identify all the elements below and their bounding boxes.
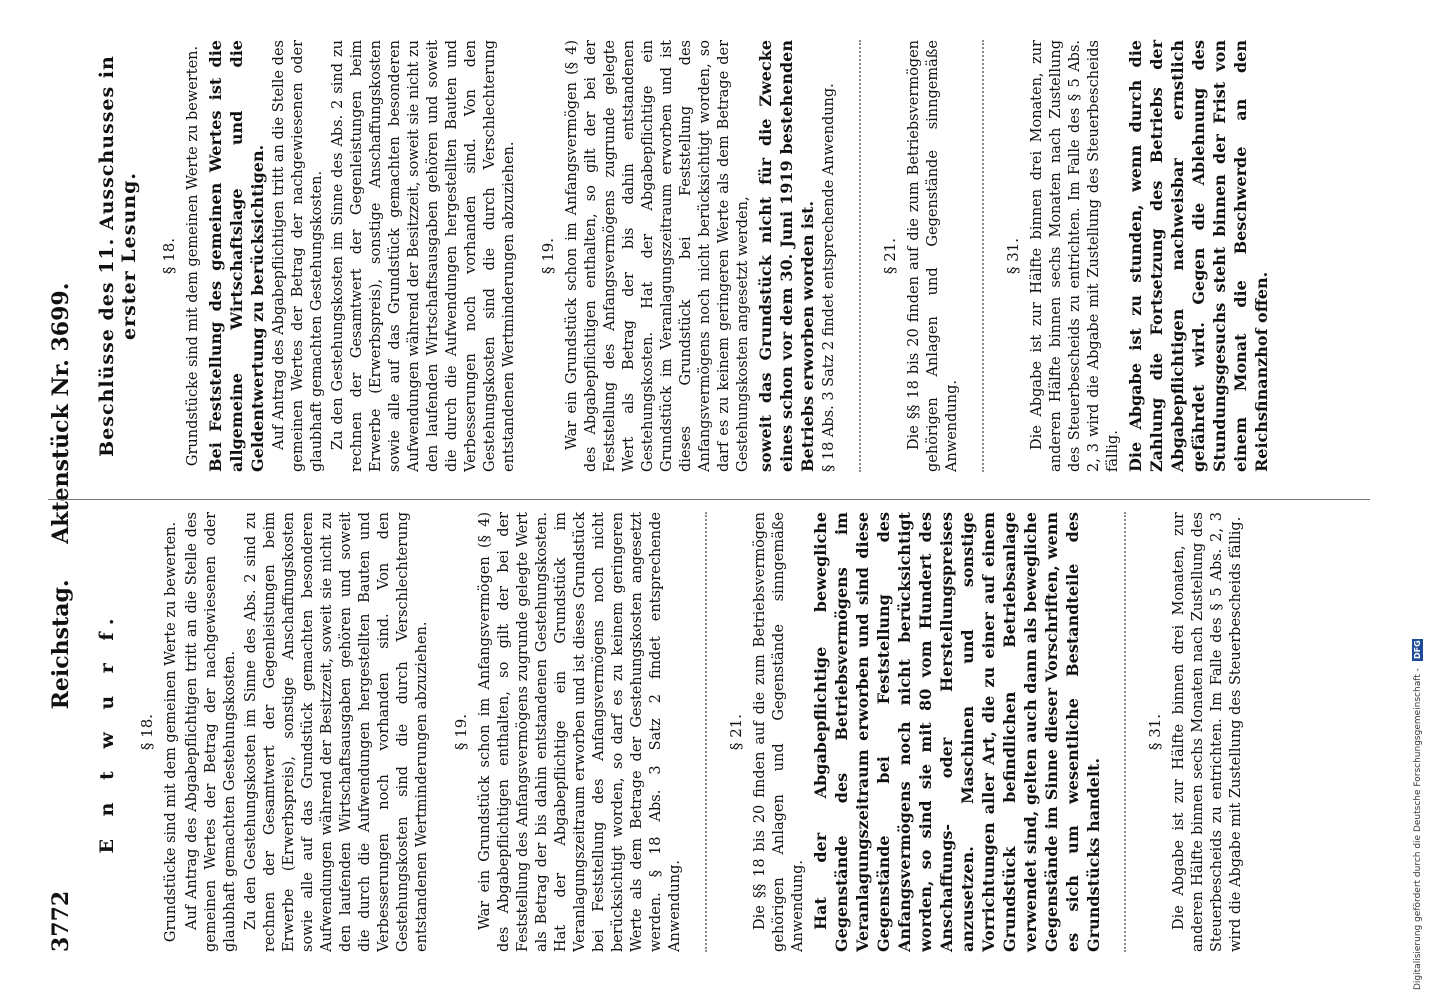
- header-title: [48, 40, 74, 952]
- section-19-tail: § 18 Abs. 3 Satz 2 findet entsprechende Anwendung.: [821, 83, 837, 472]
- section-31-text-1: Die Abgabe ist zur Hälfte binnen drei Monaten, zur anderen Hälfte binnen sechs Monaten nach Zustellung des Steuerbescheids zu entrichten. Im Falle des § 5 Abs. 2, 3 wird die Abgabe mit Zustellung des Steuerbescheids fällig.: [1171, 512, 1244, 952]
- section-19-text-1: War ein Grundstück schon im Anfangsvermögen (§ 4) des Abgabepflichtigen enthalten, so gilt der bei der Feststellung des Anfangsvermögens zugrunde gelegte Wert als Betrag der bis dahin entstandenen Gestehungskosten. Hat der Abgabepflichtige ein Grundstück im Veranlagungszeitraum erworben und ist dieses Grundstück bei Feststellung des Anfangsvermögens noch nicht berücksichtigt worden, so darf es zu keinem geringeren Werte als dem Betrage der Gestehungskosten angesetzt werden. § 18 Abs. 3 Satz 2 findet entsprechende Anwendung.: [477, 512, 683, 952]
- section-19-bold-insert: soweit das Grundstück nicht für die Zwecke eines schon vor dem 30. Juni 1919 bestehenden Betriebs erworben worden ist.: [756, 40, 817, 472]
- section-21-text-1: Die §§ 18 bis 20 finden auf die zum Betriebsvermögen gehörigen Anlagen und Gegenstände sinngemäße Anwendung.: [752, 512, 806, 952]
- column-draft: [96, 496, 1370, 952]
- section-21-text-2: Hat der Abgabepflichtige bewegliche Gegenstände des Betriebsvermögens im Veranlagungszeitraum erworben und sind diese Gegenstände bei Feststellung des Anfangsvermögens noch nicht berücksichtigt worden, so sind sie mit 80 vom Hundert des Anschaffungs- oder Herstellungspreises anzusetzen. Maschinen und sonstige Vorrichtungen aller Art, die zu einer auf einem Grundstück befindlichen Betriebsanlage verwendet sind, gelten auch dann als bewegliche Gegenstände im Sinne dieser Vorschriften, wenn es sich um wesentliche Bestandteile des Grundstücks handelt.: [811, 512, 1103, 952]
- section-heading-21: § 21.: [881, 237, 899, 275]
- section-18-text-3: Zu den Gestehungskosten im Sinne des Abs. 2 sind zu rechnen der Gesamtwert der Gegenleistungen beim Erwerbe (Erwerbspreis), sonstige Anschaffungskosten sowie alle auf das Grundstück gemachten besonderen Aufwendungen während der Besitzzeit, soweit sie nicht zu den laufenden Wirtschaftsausgaben gehören und soweit die durch die Aufwendungen hergestellten Bauten und Verbesserungen noch vorhanden sind. Von den Gestehungskosten sind die durch Verschlechterung entstandenen Wertminderungen abzuziehen.: [243, 512, 430, 952]
- section-19-text-1: War ein Grundstück schon im Anfangsvermögen (§ 4) des Abgabepflichtigen enthalten, so gilt der bei der Feststellung des Anfangsvermögens zugrunde gelegte Wert als Betrag der bis dahin entstandenen Gestehungskosten. Hat der Abgabepflichtige ein Grundstück im Veranlagungszeitraum erworben und ist dieses Grundstück bei Feststellung des Anfangsvermögens noch nicht berücksichtigt worden, so darf es zu keinem geringeren Werte als dem Betrage der Gestehungskosten angesetzt werden,: [564, 40, 751, 472]
- section-heading-18: § 18.: [160, 237, 178, 275]
- section-heading-21: § 21.: [727, 713, 745, 751]
- dfg-logo-badge: DFG: [1413, 640, 1422, 660]
- section-31-bold-insert: Die Abgabe ist zu stunden, wenn durch die Zahlung die Fortsetzung des Betriebs der Abgabepflichtigen nachweisbar ernstlich gefährdet wird. Gegen die Ablehnung des Stundungsgesuchs steht binnen der Frist von einem Monat die Beschwerde an den Reichsfinanzhof offen.: [1126, 40, 1271, 472]
- section-18-text-1: Grundstücke sind mit dem gemeinen Werte zu bewerten.: [163, 521, 179, 943]
- section-heading-19: § 19.: [539, 237, 557, 275]
- column-title-draft: E n t w u r f.: [96, 610, 118, 854]
- section-heading-31: § 31.: [1004, 237, 1022, 275]
- omission-dots: [1118, 512, 1126, 952]
- omission-dots: [976, 40, 984, 472]
- header-institution: Reichstag.: [48, 579, 74, 710]
- digitization-note: [1412, 10, 1430, 990]
- header-document-number: Aktenstück Nr. 3699.: [48, 282, 74, 544]
- section-heading-31: § 31.: [1146, 713, 1164, 751]
- section-heading-18: § 18.: [138, 713, 156, 751]
- section-18-text-2: Auf Antrag des Abgabepflichtigen tritt an die Stelle des gemeinen Wertes der Betrag der nachgewiesenen oder glaubhaft gemachten Gestehungskosten.: [184, 512, 238, 952]
- section-31-text-1: Die Abgabe ist zur Hälfte binnen drei Monaten, zur anderen Hälfte binnen sechs Monaten nach Zustellung des Steuerbescheids zu entrichten. Im Falle des § 5 Abs. 2, 3 wird die Abgabe mit Zustellung des Steuerbescheids fällig.: [1029, 40, 1121, 472]
- section-18-text-1: Grundstücke sind mit dem gemeinen Werte zu bewerten.: [185, 45, 201, 467]
- omission-dots: [699, 512, 707, 952]
- section-18-bold-insert: Bei Feststellung des gemeinen Wertes ist die allgemeine Wirtschaftslage und die Geldentwertung zu berücksichtigen.: [206, 40, 267, 472]
- column-committee: [96, 40, 1370, 496]
- section-18-text-3: Zu den Gestehungskosten im Sinne des Abs. 2 sind zu rechnen der Gesamtwert der Gegenleistungen beim Erwerbe (Erwerbspreis), sonstige Anschaffungskosten sowie alle auf das Grundstück gemachten besonderen Aufwendungen während der Besitzzeit, soweit sie nicht zu den laufenden Wirtschaftsausgaben gehören und soweit die durch die Aufwendungen hergestellten Bauten und Verbesserungen noch vorhanden sind. Von den Gestehungskosten sind die durch Verschlechterung entstandenen Wertminderungen abzuziehen.: [330, 40, 517, 472]
- page-header: [48, 40, 88, 952]
- two-column-body: [96, 40, 1370, 952]
- section-heading-19: § 19.: [452, 713, 470, 751]
- section-21-text-1: Die §§ 18 bis 20 finden auf die zum Betriebsvermögen gehörigen Anlagen und Gegenstände sinngemäße Anwendung.: [906, 40, 960, 472]
- column-title-committee: Beschlüsse des 11. Ausschusses in erster Lesung.: [96, 55, 140, 457]
- digitization-note-text: Digitalisierung gefördert durch die Deutsche Forschungsgemeinschaft -: [1413, 668, 1423, 990]
- section-18-text-2: Auf Antrag des Abgabepflichtigen tritt an die Stelle des gemeinen Wertes der Betrag der nachgewiesenen oder glaubhaft gemachten Gestehungskosten.: [271, 40, 325, 472]
- page-number: 3772: [48, 890, 74, 952]
- omission-dots: [853, 40, 861, 472]
